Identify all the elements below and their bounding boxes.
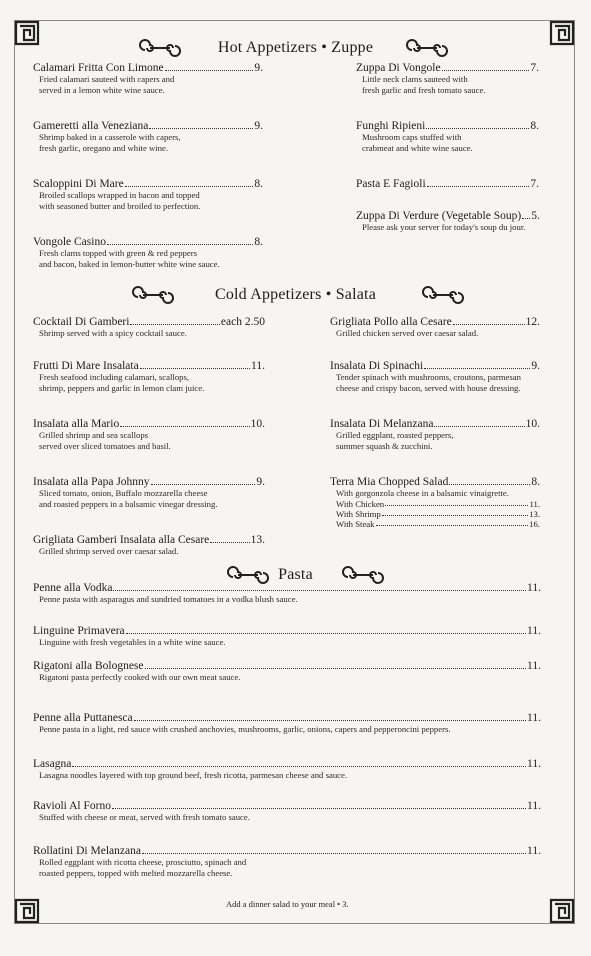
menu-item-price: 5. [531, 210, 540, 222]
menu-item-row [33, 236, 263, 248]
menu-item-row [356, 120, 539, 132]
dot-leader [210, 542, 249, 543]
menu-item-row [356, 210, 539, 222]
menu-item-description: and roasted peppers in a balsamic vinegar dressing. [39, 499, 218, 509]
menu-item-name: Rigatoni alla Bolognese [33, 660, 144, 672]
menu-item [33, 582, 541, 605]
option-label: With Steak [336, 519, 375, 529]
menu-item-price: 8. [531, 476, 540, 488]
swirl-ornament-icon [130, 285, 176, 305]
swirl-ornament-icon [420, 285, 466, 305]
menu-item-price: 7. [530, 62, 539, 74]
menu-item-description: shrimp, peppers and garlic in lemon clam juice. [39, 383, 205, 393]
dot-leader [112, 808, 526, 809]
menu-item-description: With gorgonzola cheese in a balsamic vinaigrette. [336, 488, 509, 498]
dot-leader [113, 590, 526, 591]
menu-item-description: Shrimp served with a spicy cocktail sauce. [39, 328, 187, 338]
menu-item-description: Shrimp baked in a casserole with capers, [39, 132, 181, 142]
corner-ornament-icon [14, 898, 40, 924]
menu-item-name: Penne alla Vodka [33, 582, 113, 594]
menu-item [33, 120, 263, 154]
menu-item [356, 120, 539, 154]
menu-item-name: Ravioli Al Forno [33, 800, 111, 812]
menu-item-description: Tender spinach with mushrooms, croutons, parmesan [336, 372, 521, 382]
menu-item-description: Mushroom caps stuffed with [362, 132, 462, 142]
dot-leader [140, 368, 250, 369]
menu-item [33, 660, 541, 683]
menu-item-price: 13. [250, 534, 265, 546]
menu-item [33, 800, 541, 823]
dot-leader [453, 324, 525, 325]
page-border [14, 20, 575, 924]
menu-item-description: cheese and crispy bacon, served with house dressing. [336, 383, 521, 393]
option-label: With Shrimp [336, 509, 381, 519]
menu-item-price: 8. [254, 178, 263, 190]
menu-item-row [33, 758, 541, 770]
section-title: Pasta [278, 566, 313, 583]
dot-leader [151, 484, 256, 485]
menu-item-price: 8. [254, 236, 263, 248]
menu-item-row [330, 316, 540, 328]
menu-item-description: Broiled scallops wrapped in bacon and topped [39, 190, 200, 200]
menu-item [33, 360, 265, 394]
menu-item-price: 11. [251, 360, 265, 372]
menu-item [356, 178, 539, 190]
dot-leader [134, 720, 526, 721]
menu-item-description: Rigatoni pasta perfectly cooked with our own meat sauce. [39, 672, 241, 682]
menu-item [356, 62, 539, 96]
menu-item-price: 12. [525, 316, 540, 328]
menu-item-description: Grilled chicken served over caesar salad. [336, 328, 479, 338]
menu-item-description: Grilled shrimp and sea scallops [39, 430, 149, 440]
menu-item [33, 316, 265, 339]
menu-item-name: Zuppa Di Verdure (Vegetable Soup) [356, 210, 522, 222]
menu-item-row [356, 62, 539, 74]
dot-leader [126, 633, 526, 634]
option-label: With Chicken [336, 499, 385, 509]
dot-leader [142, 853, 526, 854]
menu-item-price: 9. [256, 476, 265, 488]
menu-item [33, 418, 265, 452]
dot-leader [449, 484, 530, 485]
menu-item-name: Terra Mia Chopped Salad [330, 476, 449, 488]
section-header-cold [0, 284, 591, 306]
footer-note: Add a dinner salad to your meal • 3. [226, 899, 349, 909]
menu-item-description: fresh garlic, oregano and white wine. [39, 143, 169, 153]
menu-item [356, 210, 539, 233]
menu-item [330, 316, 540, 339]
menu-item-row [330, 476, 540, 488]
menu-item-name: Insalata Di Melanzana [330, 418, 434, 430]
dot-leader [149, 128, 253, 129]
menu-item-row [33, 800, 541, 812]
dot-leader [130, 324, 219, 325]
menu-item-description: Lasagna noodles layered with top ground beef, fresh ricotta, parmesan cheese and sauce. [39, 770, 348, 780]
dot-leader [145, 668, 527, 669]
menu-item [33, 178, 263, 212]
menu-item-price: 10. [525, 418, 540, 430]
menu-item-name: Grigliata Pollo alla Cesare [330, 316, 452, 328]
corner-ornament-icon [549, 898, 575, 924]
section-title: Cold Appetizers • Salata [214, 286, 377, 303]
menu-item-price: 11. [527, 582, 541, 594]
menu-item-row [33, 476, 265, 488]
menu-item-row [356, 178, 539, 190]
menu-item-name: Insalata alla Papa Johnny [33, 476, 150, 488]
menu-item-description: with seasoned butter and broiled to perfection. [39, 201, 201, 211]
menu-item-description: Fried calamari sauteed with capers and [39, 74, 175, 84]
menu-item-description: Grilled eggplant, roasted peppers, [336, 430, 454, 440]
menu-item-row [33, 625, 541, 637]
dot-leader [125, 186, 254, 187]
dot-leader [522, 218, 530, 219]
option-price: 11. [529, 499, 540, 509]
menu-item-row [33, 360, 265, 372]
dot-leader [424, 368, 530, 369]
menu-item-description: Penne pasta with asparagus and sundried tomatoes in a vodka blush sauce. [39, 594, 298, 604]
menu-item-price: 11. [527, 625, 541, 637]
menu-item-row [330, 360, 540, 372]
menu-item-price: 8. [530, 120, 539, 132]
menu-item-description: fresh garlic and fresh tomato sauce. [362, 85, 486, 95]
menu-item-price: 7. [530, 178, 539, 190]
menu-item-price: 11. [527, 800, 541, 812]
menu-item [33, 758, 541, 781]
menu-item-description: Sliced tomato, onion, Buffalo mozzarella cheese [39, 488, 208, 498]
menu-item-price: 11. [527, 712, 541, 724]
menu-item [33, 712, 541, 735]
menu-item-row [33, 418, 265, 430]
menu-item [33, 476, 265, 510]
menu-item-row [33, 316, 265, 328]
menu-item-row [33, 120, 263, 132]
menu-item-name: Rollatini Di Melanzana [33, 845, 141, 857]
menu-item-name: Insalata alla Mario [33, 418, 120, 430]
menu-item-price: 11. [527, 758, 541, 770]
menu-item-option [330, 499, 540, 509]
menu-item-row [330, 418, 540, 430]
option-price: 13. [529, 509, 540, 519]
menu-item-name: Grigliata Gamberi Insalata alla Cesare [33, 534, 210, 546]
menu-item-row [33, 660, 541, 672]
menu-item-row [33, 582, 541, 594]
menu-item [33, 845, 541, 879]
menu-item-option [330, 519, 540, 529]
menu-item-price: 9. [254, 62, 263, 74]
dot-leader [385, 499, 528, 506]
menu-item-name: Frutti Di Mare Insalata [33, 360, 139, 372]
menu-item-row [33, 712, 541, 724]
menu-item-name: Insalata Di Spinachi [330, 360, 424, 372]
dot-leader [376, 519, 529, 526]
menu-item-description: Penne pasta in a light, red sauce with crushed anchovies, mushrooms, garlic, onions, capers and pepperoncini peppers. [39, 724, 451, 734]
menu-item-description: Fresh seafood including calamari, scallops, [39, 372, 190, 382]
menu-item [330, 360, 540, 394]
menu-item-price: 9. [531, 360, 540, 372]
menu-item [330, 476, 540, 529]
menu-item-description: Little neck clams sauteed with [362, 74, 468, 84]
menu-item-description: Stuffed with cheese or meat, served with fresh tomato sauce. [39, 812, 250, 822]
menu-item [33, 534, 265, 557]
swirl-ornament-icon [404, 38, 450, 58]
menu-item-price: 11. [527, 660, 541, 672]
section-header-hot [0, 37, 591, 59]
menu-item-description: served over sliced tomatoes and basil. [39, 441, 171, 451]
dot-leader [120, 426, 249, 427]
menu-item-name: Scaloppini Di Mare [33, 178, 124, 190]
menu-item-name: Vongole Casino [33, 236, 106, 248]
menu-item-description: summer squash & zucchini. [336, 441, 433, 451]
dot-leader [442, 70, 530, 71]
menu-item-description: Grilled shrimp served over caesar salad. [39, 546, 179, 556]
dot-leader [382, 509, 528, 516]
menu-item-name: Pasta E Fagioli [356, 178, 426, 190]
menu-item-row [33, 534, 265, 546]
menu-item-price: 9. [254, 120, 263, 132]
menu-item-name: Lasagna [33, 758, 72, 770]
menu-item-name: Linguine Primavera [33, 625, 125, 637]
menu-item [33, 236, 263, 270]
menu-item [33, 625, 541, 648]
menu-item-description: served in a lemon white wine sauce. [39, 85, 165, 95]
menu-item [33, 62, 263, 96]
menu-item-name: Cocktail Di Gamberi [33, 316, 130, 328]
menu-item-name: Funghi Ripieni [356, 120, 426, 132]
menu-item-row [33, 178, 263, 190]
menu-item [330, 418, 540, 452]
menu-item-option [330, 509, 540, 519]
menu-item-description: crabmeat and white wine sauce. [362, 143, 473, 153]
menu-item-price: each 2.50 [220, 316, 265, 328]
menu-item-name: Calamari Fritta Con Limone [33, 62, 164, 74]
menu-item-name: Gameretti alla Veneziana [33, 120, 149, 132]
menu-item-row [33, 845, 541, 857]
dot-leader [434, 426, 524, 427]
section-title: Hot Appetizers • Zuppe [217, 39, 374, 56]
option-price: 16. [529, 519, 540, 529]
menu-item-description: roasted peppers, topped with melted mozzarella cheese. [39, 868, 233, 878]
menu-item-description: and bacon, baked in lemon-butter white wine sauce. [39, 259, 220, 269]
menu-item-description: Linguine with fresh vegetables in a white wine sauce. [39, 637, 226, 647]
menu-item-price: 11. [527, 845, 541, 857]
menu-item-description: Fresh clams topped with green & red peppers [39, 248, 198, 258]
menu-item-name: Penne alla Puttanesca [33, 712, 133, 724]
menu-item-description: Please ask your server for today's soup du jour. [362, 222, 526, 232]
dot-leader [426, 128, 529, 129]
dot-leader [107, 244, 253, 245]
dot-leader [72, 766, 526, 767]
menu-item-description: Rolled eggplant with ricotta cheese, prosciutto, spinach and [39, 857, 247, 867]
dot-leader [165, 70, 254, 71]
menu-item-name: Zuppa Di Vongole [356, 62, 441, 74]
menu-item-row [33, 62, 263, 74]
swirl-ornament-icon [137, 38, 183, 58]
menu-item-price: 10. [250, 418, 265, 430]
dot-leader [427, 186, 530, 187]
